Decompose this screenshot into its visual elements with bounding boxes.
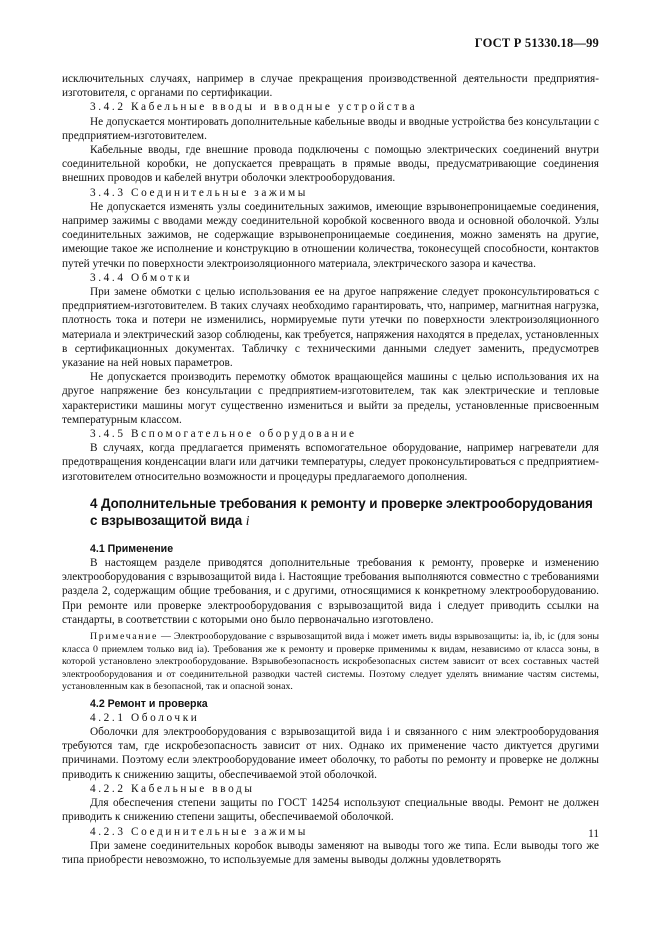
subsection-heading-4-2-2: 4.2.2 Кабельные вводы <box>90 782 255 795</box>
subsection-heading-3-4-2: 3.4.2 Кабельные вводы и вводные устройства <box>90 101 418 114</box>
subsection-heading-4-2-1: 4.2.1 Оболочки <box>90 711 200 724</box>
subsection-heading-4-1: 4.1 Применение <box>90 542 174 555</box>
note <box>62 631 599 694</box>
paragraph: При замене соединительных коробок выводы заменяют на выводы того же типа. Если выводы того же типа приобрести невозможно, то используемые для замены выводы должны удовлетворять <box>62 839 599 866</box>
paragraph: Кабельные вводы, где внешние провода подключены с помощью электрических соединений внутри соединительной коробки, не допускается превращать в прямые вводы, предусматривающие соединения внешних проводов и кабелей внутри оболочки электрооборудования. <box>62 144 599 185</box>
section-4-protection-type: i <box>245 513 250 529</box>
paragraph: Для обеспечения степени защиты по ГОСТ 14254 используют специальные вводы. Ремонт не должен приводить к снижению степени защиты, обеспечиваемой оболочкой. <box>62 797 599 824</box>
note-label: Примечание <box>90 630 159 642</box>
page-number: 11 <box>588 828 599 840</box>
paragraph: исключительных случаях, например в случае прекращения производственной деятельности предприятия-изготовителя, с органами по сертификации. <box>62 73 599 100</box>
paragraph: Не допускается монтировать дополнительные кабельные вводы и вводные устройства без консультации с предприятием-изготовителем. <box>62 115 599 142</box>
subsection-heading-3-4-5: 3.4.5 Вспомогательное оборудование <box>90 428 357 441</box>
page-body <box>62 72 599 867</box>
paragraph: В настоящем разделе приводятся дополнительные требования к ремонту, проверке и изменению электрооборудования с взрывозащитой вида i. Настоящие требования выполняются совместно с требованиями раздела 2, содержащим общие требования, и с другими, относящимися к конкретному электрооборудованию. При ремонте или проверке электрооборудования с взрывозащитой вида i следует приводить ссылки на стандарты, в соответствии с которыми оно было первоначально изготовлено. <box>62 556 599 626</box>
note-text: — Электрооборудование с взрывозащитой вида i может иметь виды взрывозащиты: iа, ib, ic (для зоны класса 0 приемлем только вид iа). Требования же к ремонту и проверке применимы к видам, независимо от класса зоны, в которой установлено электрооборудование. Взрывобезопасность искробезопасных систем зависит от всех составных частей электрооборудования и от соединительной разводки частей системы. Поэтому следует уделять внимание частям системы, установленным как в безопасной, так и опасной зонах. <box>62 630 599 693</box>
paragraph: Не допускается изменять узлы соединительных зажимов, имеющие взрывонепроницаемые соединения, например зажимы с вводами между соединительной коробкой косвенного ввода и основной оболочкой. Узлы соединительных зажимов, не содержащие взрывонепроницаемые соединения, можно заменять на другие, имеющие такое же исполнение и конструкцию в отношении количества, токонесущей способности, контактов путей утечки по поверхности электроизоляционного материала, электрического зазора и качества. <box>62 200 599 270</box>
paragraph: В случаях, когда предлагается применять вспомогательное оборудование, например нагреватели для предотвращения конденсации влаги или датчики температуры, следует проконсультироваться с предприятием-изготовителем относительно возможности и процедуры предлагаемого дополнения. <box>62 442 599 483</box>
subsection-heading-4-2: 4.2 Ремонт и проверка <box>90 697 208 710</box>
subsection-heading-4-2-3: 4.2.3 Соединительные зажимы <box>90 825 308 838</box>
section-4-title: 4 Дополнительные требования к ремонту и проверке электрооборудования с взрывозащитой вида <box>90 495 593 529</box>
document-id-header: ГОСТ Р 51330.18—99 <box>474 36 599 50</box>
subsection-heading-3-4-4: 3.4.4 Обмотки <box>90 271 193 284</box>
section-4-heading <box>90 495 599 530</box>
subsection-heading-3-4-3: 3.4.3 Соединительные зажимы <box>90 186 308 199</box>
paragraph: Оболочки для электрооборудования с взрывозащитой вида i и связанного с ним электрооборудования требуются там, где искробезопасность зависит от них. Однако их применение часто диктуется другими причинами. Поэтому если электрооборудование имеет оболочку, то работы по ремонту и проверке не должны приводить к снижению защиты, обеспечиваемой этой оболочкой. <box>62 726 599 781</box>
paragraph: При замене обмотки с целью использования ее на другое напряжение следует проконсультироваться с предприятием-изготовителем. В таких случаях необходимо гарантировать, что, например, магнитная нагрузка, плотность тока и потери не изменились, нормируемые пути утечки по поверхности электроизоляционного материала и электрический зазор соблюдены, как требуется, напряжения находятся в пределах, установленных в сертификационных документах. Табличку с техническими данными следует заменить, предусмотрев указание на ней новых параметров. <box>62 286 599 370</box>
paragraph: Не допускается производить перемотку обмоток вращающейся машины с целью использования их на другое напряжение без консультации с предприятием-изготовителем, так как электрические и тепловые характеристики машины могут существенно измениться и выйти за пределы, установленные присвоенным температурным классом. <box>62 371 599 426</box>
